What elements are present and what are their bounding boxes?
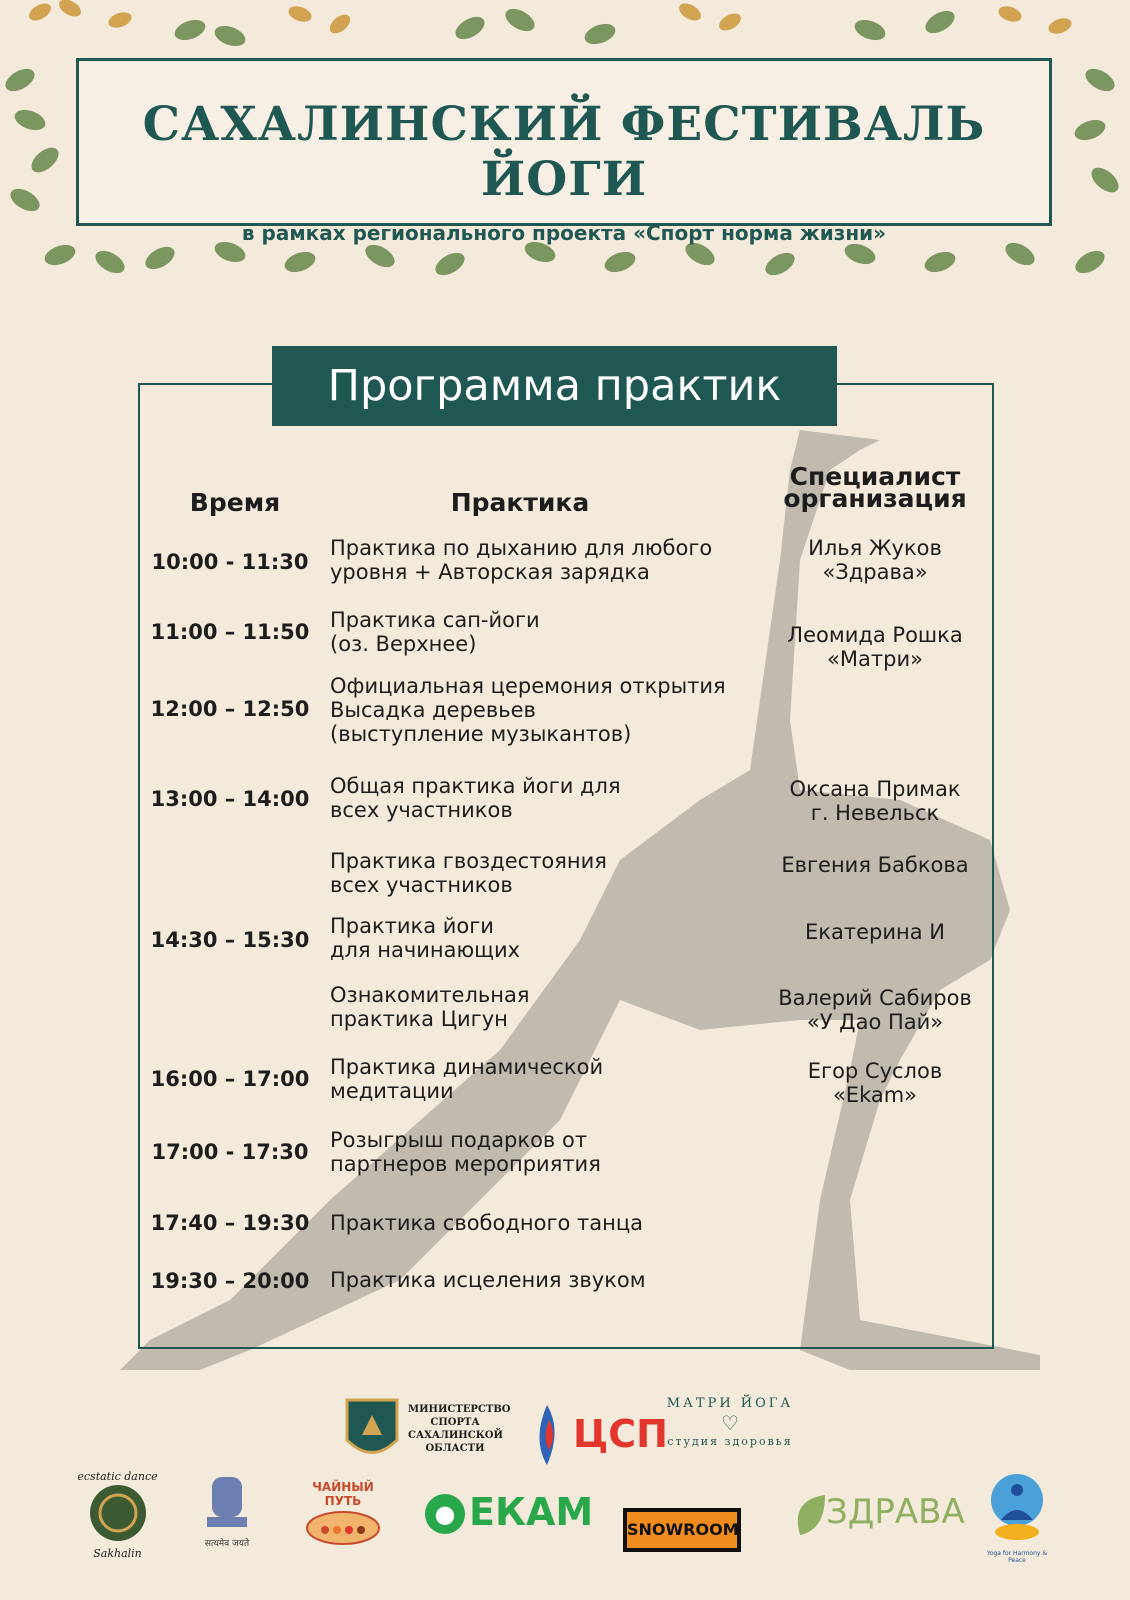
row-2-practice xyxy=(330,608,770,656)
lion-emblem-icon xyxy=(202,1472,252,1532)
india-emblem-logo xyxy=(192,1472,262,1557)
row-2-time: 11:00 – 11:50 xyxy=(150,620,310,644)
ecstatic-top-text: ecstatic dance xyxy=(77,1470,158,1483)
row-11-practice xyxy=(330,1268,770,1292)
row-8-practice xyxy=(330,1055,770,1103)
csp-text: ЦСП xyxy=(573,1412,668,1456)
row-6-practice xyxy=(330,914,770,962)
coat-of-arms-icon xyxy=(342,1395,402,1465)
row-5-specialist xyxy=(758,853,992,877)
ecstatic-bottom-text: Sakhalin xyxy=(93,1547,142,1560)
flame-icon xyxy=(527,1400,567,1470)
practice-line: медитации xyxy=(330,1079,454,1103)
practice-line: для начинающих xyxy=(330,938,521,962)
practice-line: Практика свободного танца xyxy=(330,1211,644,1235)
row-4-practice xyxy=(330,774,770,822)
row-6-time: 14:30 – 15:30 xyxy=(150,928,310,952)
yoga-figure-icon xyxy=(987,1470,1047,1546)
ministry-line: МИНИСТЕРСТВО xyxy=(408,1404,511,1415)
matri-yoga-logo xyxy=(665,1388,795,1468)
practice-line: практика Цигун xyxy=(330,1007,508,1031)
zdrava-text: ЗДРАВА xyxy=(826,1492,965,1532)
row-3-time: 12:00 – 12:50 xyxy=(150,697,310,721)
matri-top-text: МАТРИ ЙОГА xyxy=(666,1396,794,1411)
specialist-header-line2: организация xyxy=(783,484,967,513)
practice-line: Практика сап-йоги xyxy=(330,608,540,632)
specialist-line: Илья Жуков xyxy=(808,536,942,560)
practice-line: уровня + Авторская зарядка xyxy=(330,560,650,584)
india-motto-text: सत्यमेव जयते xyxy=(204,1539,250,1549)
practice-line: Практика по дыханию для любого xyxy=(330,536,713,560)
practice-line: всех участников xyxy=(330,798,513,822)
row-2-specialist xyxy=(758,623,992,671)
practice-line: Общая практика йоги для xyxy=(330,774,621,798)
row-4-time: 13:00 – 14:00 xyxy=(150,787,310,811)
row-7-practice xyxy=(330,983,770,1031)
specialist-line: Екатерина И xyxy=(805,920,945,944)
yoga-day-text: Yoga for Harmony & Peace xyxy=(986,1550,1048,1564)
ministry-line: ОБЛАСТИ xyxy=(425,1443,485,1454)
row-1-specialist xyxy=(758,536,992,584)
row-1-time: 10:00 - 11:30 xyxy=(151,550,309,574)
practice-line: Практика гвоздестояния xyxy=(330,849,607,873)
heart-icon: ♡ xyxy=(721,1411,739,1435)
column-header-time: Время xyxy=(189,488,281,517)
practice-line: (выступление музыкантов) xyxy=(330,722,632,746)
ministry-logo xyxy=(342,1395,511,1465)
row-9-practice xyxy=(330,1128,770,1176)
practice-line: всех участников xyxy=(330,873,513,897)
specialist-line: Валерий Сабиров xyxy=(778,986,972,1010)
specialist-line: «У Дао Пай» xyxy=(806,1010,944,1034)
yoga-day-logo xyxy=(982,1470,1052,1565)
matri-bottom-text: студия здоровья xyxy=(667,1435,793,1448)
row-9-time: 17:00 - 17:30 xyxy=(151,1140,309,1164)
festival-title: САХАЛИНСКИЙ ФЕСТИВАЛЬ ЙОГИ xyxy=(142,97,986,207)
row-10-time: 17:40 – 19:30 xyxy=(150,1211,310,1235)
program-title: Программа практик xyxy=(272,346,837,426)
ecstatic-dance-logo xyxy=(75,1470,160,1560)
tea-path-text: ЧАЙНЫЙ ПУТЬ xyxy=(312,1480,374,1508)
row-8-specialist xyxy=(758,1059,992,1107)
tea-path-logo xyxy=(297,1472,389,1552)
specialist-line: «Матри» xyxy=(827,647,923,671)
ministry-line: САХАЛИНСКОЙ xyxy=(408,1430,503,1441)
practice-line: Розыгрыш подарков от xyxy=(330,1128,588,1152)
row-3-practice xyxy=(330,674,770,746)
row-1-practice xyxy=(330,536,770,584)
practice-line: Ознакомительная xyxy=(330,983,530,1007)
row-6-specialist xyxy=(758,920,992,944)
practice-line: Практика исцеления звуком xyxy=(330,1268,646,1292)
leaf-icon xyxy=(790,1490,830,1540)
zdrava-logo xyxy=(790,1490,965,1540)
practice-line: (оз. Верхнее) xyxy=(330,632,477,656)
specialist-line: Оксана Примак xyxy=(789,777,961,801)
row-5-practice xyxy=(330,849,770,897)
ekam-logo xyxy=(425,1490,594,1540)
specialist-line: г. Невельск xyxy=(810,801,940,825)
row-11-time: 19:30 – 20:00 xyxy=(150,1269,310,1293)
ekam-icon: ● xyxy=(425,1494,465,1534)
specialist-header-line1: Специалист xyxy=(789,462,961,491)
ekam-text: ЕКАМ xyxy=(469,1490,594,1534)
practice-line: Официальная церемония открытия xyxy=(330,674,726,698)
practice-line: Практика йоги xyxy=(330,914,494,938)
practice-line: партнеров мероприятия xyxy=(330,1152,601,1176)
column-header-practice: Практика xyxy=(450,488,590,517)
specialist-line: Леомида Рошка xyxy=(787,623,963,647)
row-10-practice xyxy=(330,1211,770,1235)
specialist-line: «Здрава» xyxy=(822,560,928,584)
column-header-specialist xyxy=(758,462,992,513)
dancer-icon xyxy=(86,1483,150,1543)
specialist-line: «Ekam» xyxy=(832,1083,918,1107)
snowroom-logo xyxy=(623,1508,741,1552)
festival-subtitle: в рамках регионального проекта «Спорт норма жизни» xyxy=(241,221,887,245)
partner-logos xyxy=(0,1380,1130,1600)
teacup-icon xyxy=(303,1508,383,1548)
csp-logo xyxy=(527,1400,668,1470)
row-8-time: 16:00 – 17:00 xyxy=(150,1067,310,1091)
specialist-line: Евгения Бабкова xyxy=(781,853,969,877)
practice-line: Высадка деревьев xyxy=(330,698,536,722)
row-7-specialist xyxy=(758,986,992,1034)
practice-line: Практика динамической xyxy=(330,1055,604,1079)
specialist-line: Егор Суслов xyxy=(807,1059,943,1083)
row-4-specialist xyxy=(758,777,992,825)
ministry-line: СПОРТА xyxy=(430,1417,480,1428)
snowroom-text: SNOWROOM xyxy=(627,1520,739,1539)
